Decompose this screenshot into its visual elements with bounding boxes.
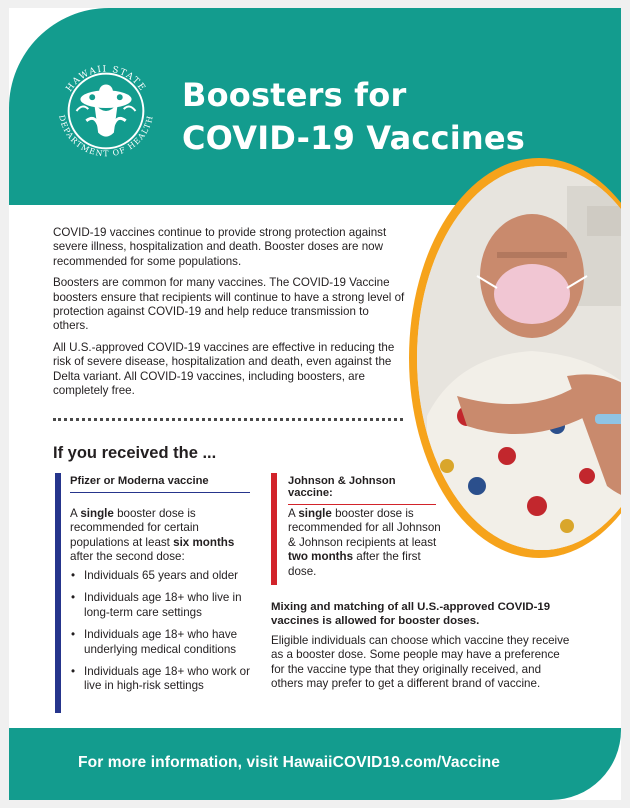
jj-lead: [288, 507, 448, 579]
list-item: • Individuals 65 years and older: [70, 569, 252, 583]
jj-title: Johnson & Johnson vaccine:: [288, 475, 436, 505]
intro-paragraph-2: Boosters are common for many vaccines. The COVID-19 Vaccine boosters ensure that recipients will continue to have a strong level of protection against COVID-19 and help reduce transmission to others.: [53, 276, 405, 333]
list-item: • Individuals age 18+ who work or live in high-risk settings: [70, 665, 252, 694]
mix-and-match-heading: Mixing and matching of all U.S.-approved COVID-19 vaccines is allowed for booster doses.: [271, 601, 551, 628]
lead-emphasis: six months: [173, 535, 235, 549]
received-heading: If you received the ...: [53, 444, 217, 462]
intro-paragraph-1: COVID-19 vaccines continue to provide strong protection against severe illness, hospitalization and death. Booster doses are now recommended for some populations.: [53, 226, 387, 268]
footer-more-info-link[interactable]: For more information, visit HawaiiCOVID19.com/Vaccine: [77, 754, 501, 771]
pfizer-moderna-lead: [70, 507, 250, 565]
flyer-page: [9, 8, 621, 800]
lead-emphasis: single: [80, 507, 114, 520]
title-line-2: COVID-19 Vaccines: [182, 119, 526, 157]
list-item: • Individuals age 18+ who live in long-term care settings: [70, 591, 252, 620]
intro-text: [53, 226, 405, 405]
pfizer-moderna-title: Pfizer or Moderna vaccine: [70, 475, 250, 493]
lead-text: A: [288, 507, 299, 520]
seal-arc-bottom: DEPARTMENT OF HEALTH: [57, 114, 155, 159]
lead-emphasis: single: [298, 507, 332, 520]
dotted-divider: [53, 418, 403, 422]
lead-text: after the first dose.: [288, 550, 421, 578]
pfizer-eligibility-list: [70, 569, 252, 702]
department-of-health-seal-icon: [47, 52, 165, 170]
lead-text: after the second dose:: [70, 550, 185, 564]
pfizer-accent-bar: [55, 473, 61, 713]
jj-accent-bar: [271, 473, 277, 585]
mix-and-match-body: Eligible individuals can choose which vaccine they receive as a booster dose. Some people may have a preference for the vaccine type that they originally received, and others may prefer to get a different brand of vaccine.: [271, 634, 570, 691]
list-item: • Individuals age 18+ who have underlying medical conditions: [70, 628, 252, 657]
lead-emphasis: two months: [288, 550, 354, 564]
seal-arc-top: HAWAII STATE: [64, 64, 148, 94]
lead-text: A: [70, 507, 81, 520]
intro-paragraph-3: All U.S.-approved COVID-19 vaccines are effective in reducing the risk of severe disease, hospitalization and death, even against the Delta variant. All COVID-19 vaccines, including boosters, are completely free.: [53, 340, 395, 398]
footer-banner: [9, 728, 621, 800]
page-title: [182, 74, 525, 160]
lead-text: booster dose is recommended for certain populations at least: [70, 507, 199, 549]
lead-text: booster dose is recommended for all Johnson & Johnson recipients at least: [288, 507, 441, 549]
title-line-1: Boosters for: [182, 76, 407, 114]
